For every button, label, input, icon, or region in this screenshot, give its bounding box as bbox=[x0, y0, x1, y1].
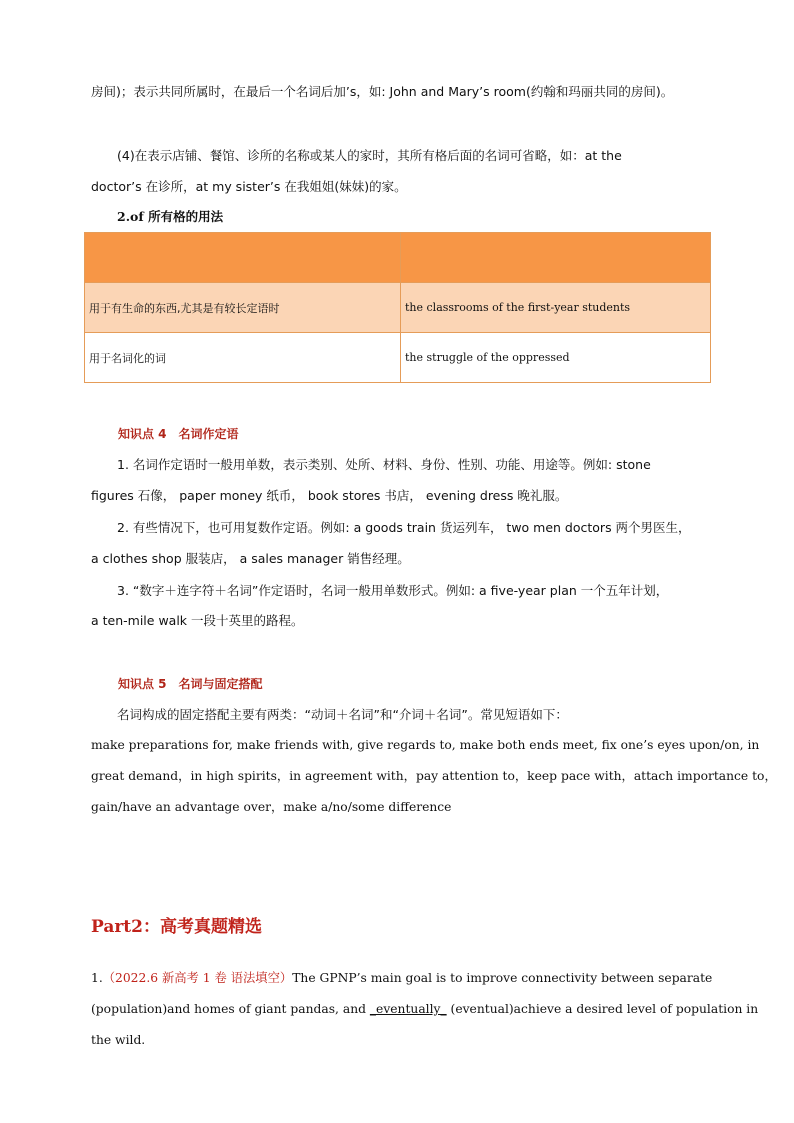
of-usage-table bbox=[84, 232, 711, 383]
question-1-line1 bbox=[91, 963, 712, 994]
table-header-cell bbox=[401, 233, 711, 283]
table-header-cell bbox=[85, 233, 401, 283]
question-number: 1. bbox=[91, 971, 103, 985]
kp4-item1-line1: 1. 名词作定语时一般用单数，表示类别、处所、材料、身份、性别、功能、用途等。例如: stone bbox=[117, 457, 651, 472]
kp4-item2-line1: 2. 有些情况下，也可用复数作定语。例如: a goods train 货运列车， two men doctors 两个男医生， bbox=[117, 520, 691, 535]
question-1-line3: the wild. bbox=[91, 1033, 146, 1047]
table-cell-example: the classrooms of the first-year students bbox=[401, 283, 711, 333]
kp5-phrases-line1: make preparations for, make friends with, give regards to, make both ends meet, fix one’s eyes upon/on, in bbox=[91, 738, 760, 752]
table-header-row bbox=[85, 233, 711, 283]
kp4-item3-line2: a ten-mile walk 一段十英里的路程。 bbox=[91, 613, 304, 628]
table-cell-usage: 用于名词化的词 bbox=[85, 333, 401, 383]
kp5-intro: 名词构成的固定搭配主要有两类：“动词＋名词”和“介词＋名词”。常见短语如下： bbox=[117, 707, 568, 722]
table-row bbox=[85, 283, 711, 333]
question-1-line2 bbox=[91, 994, 758, 1025]
table-cell-usage: 用于有生命的东西,尤其是有较长定语时 bbox=[85, 283, 401, 333]
point4-line1: (4)在表示店铺、餐馆、诊所的名称或某人的家时，其所有格后面的名词可省略，如：at the bbox=[117, 148, 622, 163]
of-section-title: 2.of 所有格的用法 bbox=[117, 209, 224, 224]
answer-blank: _eventually_ bbox=[369, 1002, 447, 1016]
question-text: The GPNP’s main goal is to improve connectivity between separate bbox=[292, 971, 713, 985]
kp4-item3-line1: 3. “数字＋连字符＋名词”作定语时，名词一般用单数形式。例如: a five-year plan 一个五年计划， bbox=[117, 583, 669, 598]
point4-line2: doctor’s 在诊所，at my sister’s 在我姐姐(妹妹)的家。 bbox=[91, 179, 407, 194]
continuation-line: 房间)；表示共同所属时，在最后一个名词后加’s，如: John and Mary’s room(约翰和玛丽共同的房间)。 bbox=[91, 84, 674, 99]
kp5-phrases-line3: gain/have an advantage over，make a/no/some difference bbox=[91, 800, 452, 814]
question-text: (population)and homes of giant pandas, and bbox=[91, 1002, 370, 1016]
question-source: （2022.6 新高考 1 卷 语法填空） bbox=[102, 971, 293, 985]
kp4-item1-line2: figures 石像， paper money 纸币， book stores 书店， evening dress 晚礼服。 bbox=[91, 488, 568, 503]
kp5-heading: 知识点 5 名词与固定搭配 bbox=[118, 677, 263, 691]
question-text: (eventual)achieve a desired level of population in bbox=[446, 1002, 759, 1016]
kp4-item2-line2: a clothes shop 服装店， a sales manager 销售经理。 bbox=[91, 551, 410, 566]
table-cell-example: the struggle of the oppressed bbox=[401, 333, 711, 383]
kp4-heading: 知识点 4 名词作定语 bbox=[118, 427, 239, 441]
table-row bbox=[85, 333, 711, 383]
kp5-phrases-line2: great demand，in high spirits，in agreement with，pay attention to，keep pace with，attach importance to， bbox=[91, 769, 777, 783]
part2-title: Part2：高考真题精选 bbox=[91, 917, 262, 937]
